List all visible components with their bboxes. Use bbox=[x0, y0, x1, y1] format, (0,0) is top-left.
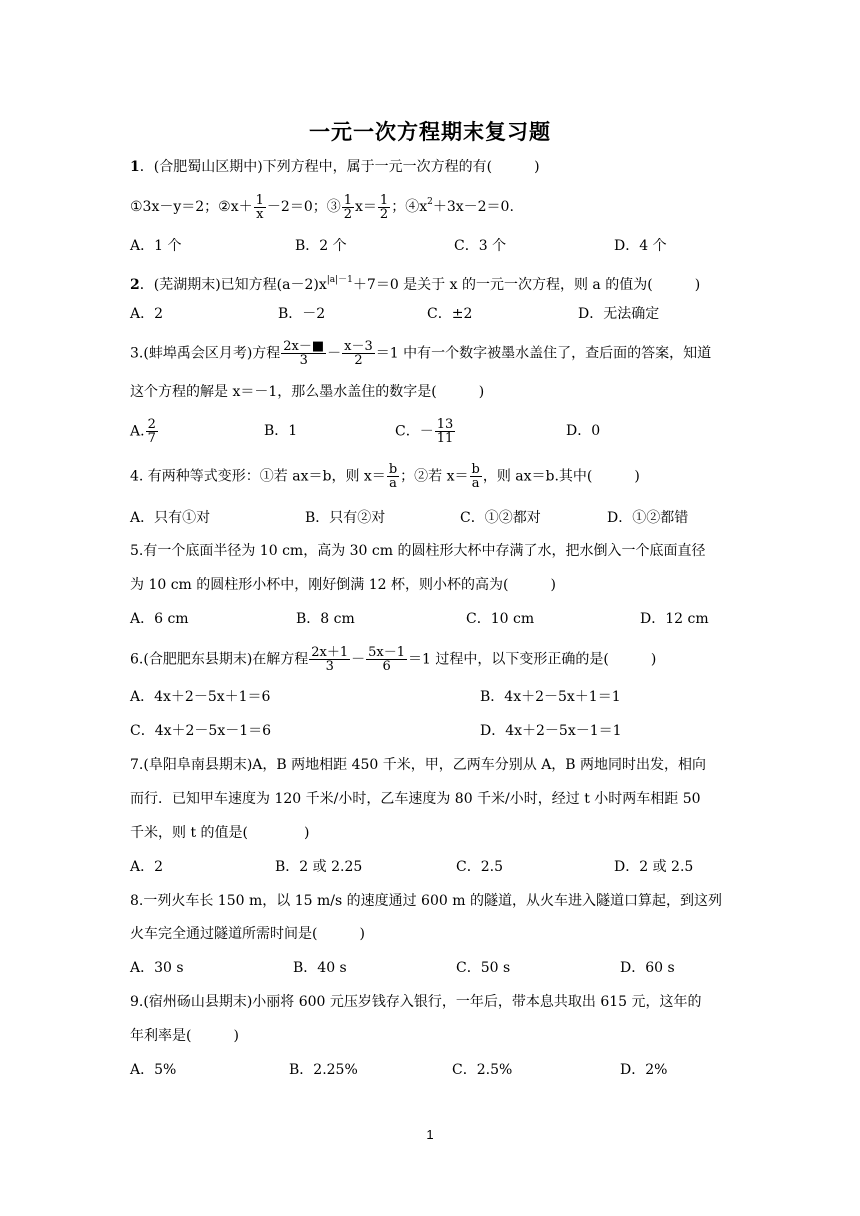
option-a: A．2 bbox=[130, 859, 164, 875]
question-6-stem: 6.(合肥肥东县期末)在解方程 $\frac{2x+1}{3}$ － $\frac{5x-1}{6}$ ＝1 过程中，以下变形正确的是( ) bbox=[130, 645, 657, 674]
fraction: $\frac{x-3}{2}$ bbox=[344, 339, 373, 368]
option-c: C．50 s bbox=[456, 960, 511, 976]
option-a: A. $\frac{2}{7}$ bbox=[130, 417, 156, 446]
fraction: $\frac{1}{x}$ bbox=[255, 192, 264, 222]
option-a: A．只有①对 bbox=[130, 510, 211, 526]
question-1-stem: 1．(合肥蜀山区期中)下列方程中，属于一元一次方程的有( ) bbox=[130, 159, 540, 175]
page-title: 一元一次方程期末复习题 bbox=[309, 120, 551, 144]
option-c: C．2.5 bbox=[456, 859, 503, 875]
option-d: D．①②都错 bbox=[607, 510, 689, 526]
page-number: 1 bbox=[426, 1127, 434, 1142]
fraction: $\frac{2x-■}{3}$ bbox=[283, 339, 325, 368]
question-number: 1 bbox=[130, 159, 140, 175]
fraction: $\frac{2x+1}{3}$ bbox=[311, 645, 349, 674]
fraction: $\frac{5x-1}{6}$ bbox=[368, 645, 406, 674]
question-3-line2: 这个方程的解是 x＝－1，那么墨水盖住的数字是( ) bbox=[130, 384, 485, 400]
question-4-stem: 4. 有两种等式变形：①若 ax＝b，则 x＝ $\frac{b}{a}$ ；②若 x＝ $\frac{b}{a}$ ，则 ax＝b.其中( ) bbox=[130, 462, 640, 491]
option-b: B．2 个 bbox=[295, 238, 347, 254]
option-a: A．1 个 bbox=[130, 238, 182, 254]
option-d: D．无法确定 bbox=[578, 306, 660, 322]
question-8-line1: 8.一列火车长 150 m，以 15 m/s 的速度通过 600 m 的隧道，从火车进入隧道口算起，到这列 bbox=[130, 893, 722, 909]
option-d: D．60 s bbox=[620, 960, 675, 976]
fraction: $\frac{1}{2}$ bbox=[343, 192, 353, 222]
option-b: B．2.25% bbox=[289, 1062, 358, 1078]
option-b: B．4x＋2－5x＋1＝1 bbox=[480, 689, 621, 705]
option-d: D．12 cm bbox=[640, 611, 709, 627]
question-5-line2: 为 10 cm 的圆柱形小杯中，刚好倒满 12 杯，则小杯的高为( ) bbox=[130, 577, 556, 593]
question-3-stem: 3.(蚌埠禹会区月考)方程 $\frac{2x-■}{3}$ － $\frac{x-3}{2}$ ＝1 中有一个数字被墨水盖住了，查后面的答案，知道 bbox=[130, 339, 712, 368]
option-d: D．4x＋2－5x－1＝1 bbox=[480, 723, 622, 739]
option-b: B．40 s bbox=[293, 960, 347, 976]
option-b: B．2 或 2.25 bbox=[275, 859, 363, 875]
option-d: D．2% bbox=[620, 1062, 668, 1078]
option-b: B．8 cm bbox=[296, 611, 355, 627]
question-1-equations: ①3x－y＝2；②x＋ $\frac{1}{x}$ －2＝0；③ $\frac{1}{2}$ x＝ $\frac{1}{2}$ ；$④x^2+3x-2=0$. bbox=[130, 192, 514, 222]
option-a: A．5% bbox=[130, 1062, 177, 1078]
option-b: B．只有②对 bbox=[305, 510, 386, 526]
option-a: A．4x＋2－5x＋1＝6 bbox=[130, 689, 271, 705]
option-a: A．30 s bbox=[130, 960, 184, 976]
fraction: $\frac{b}{a}$ bbox=[471, 462, 480, 491]
option-c: C．3 个 bbox=[454, 238, 507, 254]
option-a: A．6 cm bbox=[130, 611, 189, 627]
question-7-line1: 7.(阜阳阜南县期末)A，B 两地相距 450 千米，甲，乙两车分别从 A，B 两地同时出发，相向 bbox=[130, 757, 707, 773]
fraction: $\frac{1}{2}$ bbox=[379, 192, 389, 222]
option-c: C．10 cm bbox=[466, 611, 535, 627]
option-c: C．①②都对 bbox=[460, 510, 541, 526]
option-c: C．4x＋2－5x－1＝6 bbox=[130, 723, 272, 739]
question-8-line2: 火车完全通过隧道所需时间是( ) bbox=[130, 926, 365, 942]
fraction: $\frac{b}{a}$ bbox=[388, 462, 398, 491]
question-7-line3: 千米，则 t 的值是( ) bbox=[130, 825, 310, 841]
question-number: 2 bbox=[130, 277, 140, 293]
option-b: B．－2 bbox=[278, 306, 326, 322]
option-d: D．4 个 bbox=[614, 238, 667, 254]
option-c: C．－ $\frac{13}{11}$ bbox=[395, 417, 454, 446]
option-d: D．0 bbox=[566, 423, 601, 439]
question-7-line2: 而行．已知甲车速度为 120 千米/小时，乙车速度为 80 千米/小时，经过 t 小时两车相距 50 bbox=[130, 791, 701, 807]
question-5-line1: 5.有一个底面半径为 10 cm，高为 30 cm 的圆柱形大杯中存满了水，把水倒入一个底面直径 bbox=[130, 543, 706, 559]
question-2-stem: 2．(芜湖期末)已知方程$(a-2)x^{|a|-1}+7=0$ 是关于 x 的一元一次方程，则 a 的值为( ) bbox=[130, 275, 701, 293]
option-a: A．2 bbox=[130, 306, 164, 322]
option-c: C．±2 bbox=[427, 306, 473, 322]
option-c: C．2.5% bbox=[452, 1062, 513, 1078]
question-9-line2: 年利率是( ) bbox=[130, 1028, 239, 1044]
option-d: D．2 或 2.5 bbox=[614, 859, 694, 875]
option-b: B．1 bbox=[264, 423, 298, 439]
question-9-line1: 9.(宿州砀山县期末)小丽将 600 元压岁钱存入银行，一年后，带本息共取出 615 元，这年的 bbox=[130, 994, 702, 1010]
